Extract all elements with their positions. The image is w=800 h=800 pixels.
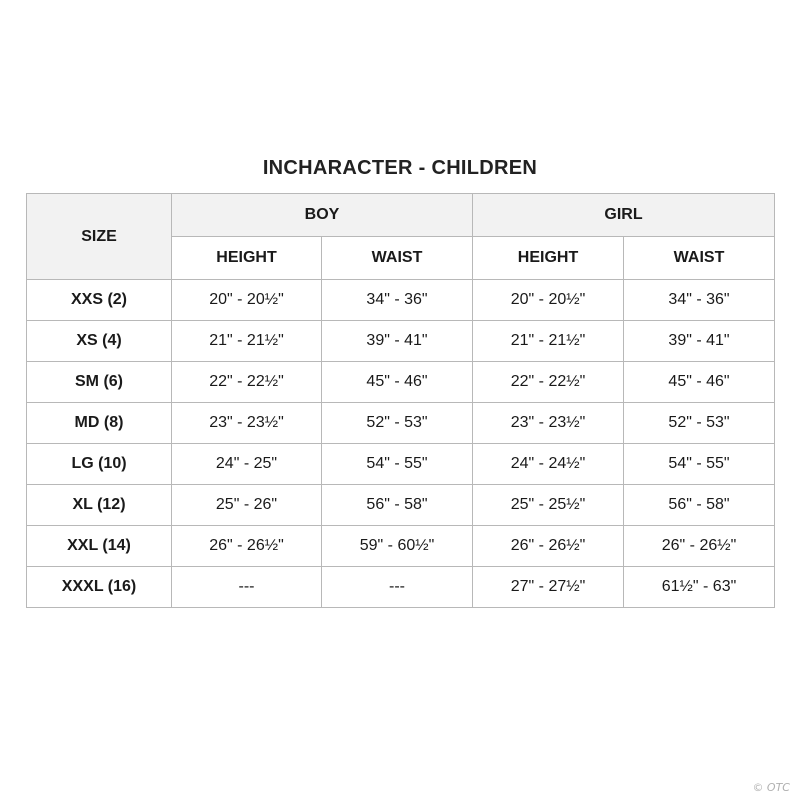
table-row [27, 444, 775, 485]
boy-waist-cell: 34" - 36" [322, 280, 473, 321]
girl-waist-cell: 34" - 36" [624, 280, 775, 321]
otc-watermark: © OTC [752, 781, 790, 794]
size-cell: MD (8) [27, 403, 172, 444]
boy-waist-cell: 54" - 55" [322, 444, 473, 485]
table-row [27, 321, 775, 362]
girl-waist-cell: 61½" - 63" [624, 567, 775, 608]
boy-waist-cell: 45" - 46" [322, 362, 473, 403]
boy-waist-cell: 39" - 41" [322, 321, 473, 362]
size-cell: XS (4) [27, 321, 172, 362]
size-cell: XXS (2) [27, 280, 172, 321]
boy-height-cell: --- [172, 567, 322, 608]
table-row [27, 526, 775, 567]
size-cell: XXXL (16) [27, 567, 172, 608]
boy-waist-cell: 56" - 58" [322, 485, 473, 526]
boy-height-header: HEIGHT [172, 237, 322, 280]
boy-height-cell: 21" - 21½" [172, 321, 322, 362]
girl-waist-cell: 52" - 53" [624, 403, 775, 444]
table-row [27, 362, 775, 403]
boy-height-cell: 20" - 20½" [172, 280, 322, 321]
girl-height-cell: 26" - 26½" [473, 526, 624, 567]
girl-waist-cell: 45" - 46" [624, 362, 775, 403]
girl-height-cell: 24" - 24½" [473, 444, 624, 485]
boy-height-cell: 22" - 22½" [172, 362, 322, 403]
table-row [27, 485, 775, 526]
boy-waist-cell: --- [322, 567, 473, 608]
girl-waist-cell: 39" - 41" [624, 321, 775, 362]
size-cell: LG (10) [27, 444, 172, 485]
table-row [27, 280, 775, 321]
girl-waist-cell: 26" - 26½" [624, 526, 775, 567]
boy-group-header: BOY [172, 194, 473, 237]
girl-height-header: HEIGHT [473, 237, 624, 280]
girl-waist-cell: 54" - 55" [624, 444, 775, 485]
girl-height-cell: 25" - 25½" [473, 485, 624, 526]
girl-height-cell: 21" - 21½" [473, 321, 624, 362]
boy-waist-cell: 59" - 60½" [322, 526, 473, 567]
size-cell: SM (6) [27, 362, 172, 403]
girl-height-cell: 27" - 27½" [473, 567, 624, 608]
boy-waist-cell: 52" - 53" [322, 403, 473, 444]
girl-height-cell: 20" - 20½" [473, 280, 624, 321]
size-cell: XL (12) [27, 485, 172, 526]
boy-height-cell: 25" - 26" [172, 485, 322, 526]
table-row [27, 403, 775, 444]
size-cell: XXL (14) [27, 526, 172, 567]
boy-waist-header: WAIST [322, 237, 473, 280]
size-column-header: SIZE [27, 194, 172, 280]
girl-height-cell: 22" - 22½" [473, 362, 624, 403]
girl-height-cell: 23" - 23½" [473, 403, 624, 444]
boy-height-cell: 24" - 25" [172, 444, 322, 485]
boy-height-cell: 23" - 23½" [172, 403, 322, 444]
size-chart-table [26, 193, 775, 608]
table-row [27, 567, 775, 608]
boy-height-cell: 26" - 26½" [172, 526, 322, 567]
girl-waist-header: WAIST [624, 237, 775, 280]
chart-title: INCHARACTER - CHILDREN [262, 157, 538, 179]
girl-waist-cell: 56" - 58" [624, 485, 775, 526]
girl-group-header: GIRL [473, 194, 775, 237]
